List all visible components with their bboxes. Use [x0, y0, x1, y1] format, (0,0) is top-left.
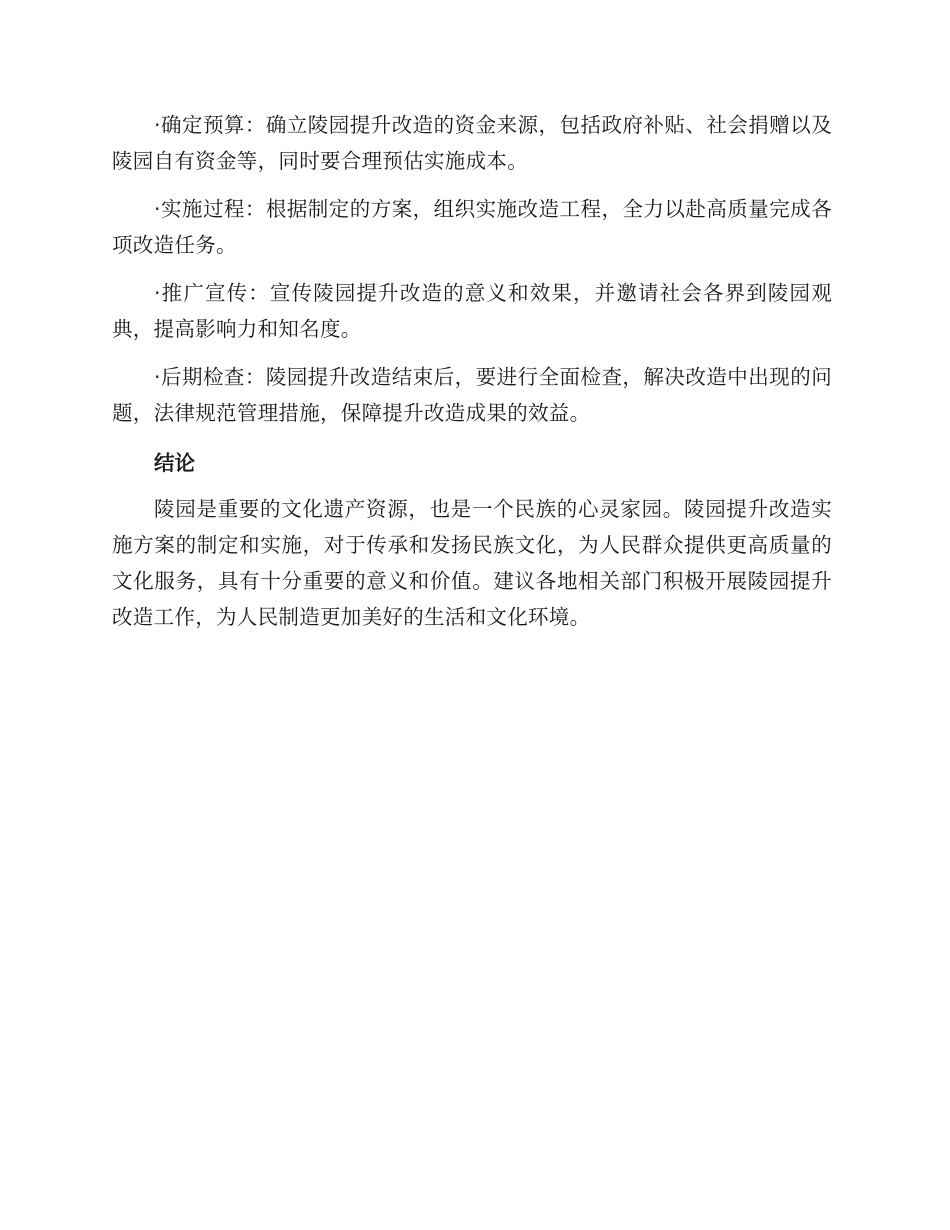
bullet-budget: ·确定预算：确立陵园提升改造的资金来源，包括政府补贴、社会捐赠以及陵园自有资金等，同时要合理预估实施成本。: [112, 113, 832, 173]
document-page: [112, 107, 832, 647]
bullet-inspection: ·后期检查：陵园提升改造结束后，要进行全面检查，解决改造中出现的问题，法律规范管理措施，保障提升改造成果的效益。: [112, 365, 832, 425]
conclusion-heading: 结论: [154, 451, 195, 475]
bullet-promotion: ·推广宣传：宣传陵园提升改造的意义和效果，并邀请社会各界到陵园观典，提高影响力和知名度。: [112, 281, 832, 341]
conclusion-paragraph: 陵园是重要的文化遗产资源，也是一个民族的心灵家园。陵园提升改造实施方案的制定和实施，对于传承和发扬民族文化，为人民群众提供更高质量的文化服务，具有十分重要的意义和价值。建议各地相关部门积极开展陵园提升改造工作，为人民制造更加美好的生活和文化环境。: [112, 497, 832, 629]
bullet-implementation: ·实施过程：根据制定的方案，组织实施改造工程，全力以赴高质量完成各项改造任务。: [112, 197, 832, 257]
